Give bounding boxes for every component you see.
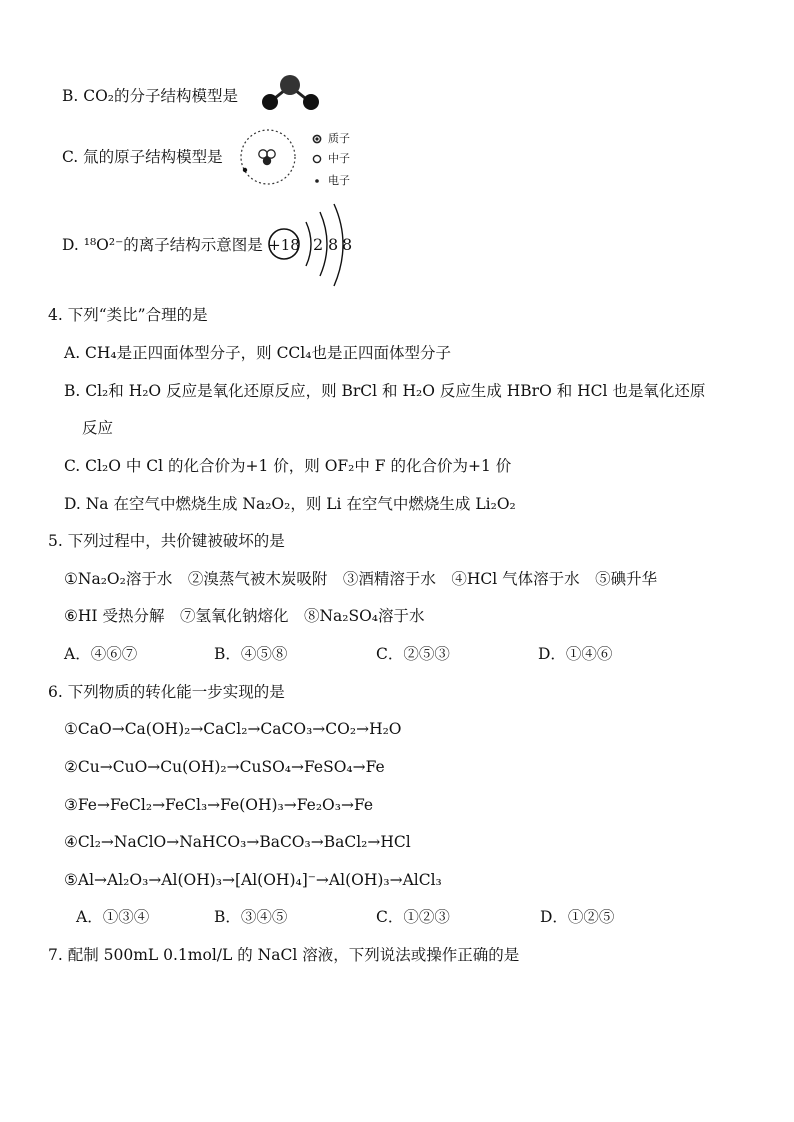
ion-shell-2: 8 — [328, 235, 339, 254]
legend-electron: 电子 — [328, 174, 350, 187]
q6-stem: 6. 下列物质的转化能一步实现的是 — [48, 683, 285, 701]
q6-route-2: ②Cu→CuO→Cu(OH)₂→CuSO₄→FeSO₄→Fe — [64, 758, 385, 776]
co2-molecule-model — [258, 72, 324, 112]
ion-structure-diagram — [266, 200, 360, 292]
q5-choice-c: C．②⑤③ — [376, 645, 450, 663]
q4-option-b: B. Cl₂和 H₂O 反应是氧化还原反应，则 BrCl 和 H₂O 反应生成 HBrO 和 HCl 也是氧化还原 — [64, 382, 706, 400]
q5-stem: 5. 下列过程中，共价键被破坏的是 — [48, 532, 285, 550]
q6-route-5: ⑤Al→Al₂O₃→Al(OH)₃→[Al(OH)₄]⁻→Al(OH)₃→AlCl₃ — [64, 871, 442, 889]
q6-route-4: ④Cl₂→NaClO→NaHCO₃→BaCO₃→BaCl₂→HCl — [64, 833, 411, 851]
q5-choice-d: D．①④⑥ — [538, 645, 613, 663]
q5-choice-b: B．④⑤⑧ — [214, 645, 288, 663]
tritium-atom-model — [238, 126, 298, 188]
ion-nucleus-charge: +18 — [268, 236, 300, 254]
electron-legend-icon — [312, 176, 322, 186]
q6-route-3: ③Fe→FeCl₂→FeCl₃→Fe(OH)₃→Fe₂O₃→Fe — [64, 796, 374, 814]
q6-choice-b: B．③④⑤ — [214, 908, 288, 926]
q5-items-row1: ①Na₂O₂溶于水 ②溴蒸气被木炭吸附 ③酒精溶于水 ④HCl 气体溶于水 ⑤碘升华 — [64, 570, 658, 588]
q7-stem: 7. 配制 500mL 0.1mol/L 的 NaCl 溶液，下列说法或操作正确的是 — [48, 946, 520, 964]
q6-choice-a: A．①③④ — [76, 908, 150, 926]
q5-items-row2: ⑥HI 受热分解 ⑦氢氧化钠熔化 ⑧Na₂SO₄溶于水 — [64, 607, 425, 625]
q4-option-d: D. Na 在空气中燃烧生成 Na₂O₂，则 Li 在空气中燃烧生成 Li₂O₂ — [64, 495, 516, 513]
ion-shell-3: 8 — [342, 235, 353, 254]
q4-option-a: A. CH₄是正四面体型分子，则 CCl₄也是正四面体型分子 — [64, 344, 451, 362]
q4-option-c: C. Cl₂O 中 Cl 的化合价为+1 价，则 OF₂中 F 的化合价为+1 价 — [64, 457, 512, 475]
proton-legend-icon — [312, 134, 322, 144]
q6-route-1: ①CaO→Ca(OH)₂→CaCl₂→CaCO₃→CO₂→H₂O — [64, 720, 402, 738]
q3-option-b: B. CO₂的分子结构模型是 — [62, 87, 239, 105]
q6-choice-d: D．①②⑤ — [540, 908, 615, 926]
legend-proton: 质子 — [328, 132, 350, 145]
legend-neutron: 中子 — [328, 152, 350, 165]
ion-shell-1: 2 — [313, 235, 324, 254]
neutron-legend-icon — [312, 154, 322, 164]
q6-choice-c: C．①②③ — [376, 908, 450, 926]
q4-stem: 4. 下列“类比”合理的是 — [48, 306, 208, 324]
q5-choice-a: A．④⑥⑦ — [64, 645, 138, 663]
q3-option-d: D. ¹⁸O²⁻的离子结构示意图是 — [62, 236, 263, 254]
q4-option-b-cont: 反应 — [82, 419, 114, 437]
q3-option-c: C. 氚的原子结构模型是 — [62, 148, 223, 166]
